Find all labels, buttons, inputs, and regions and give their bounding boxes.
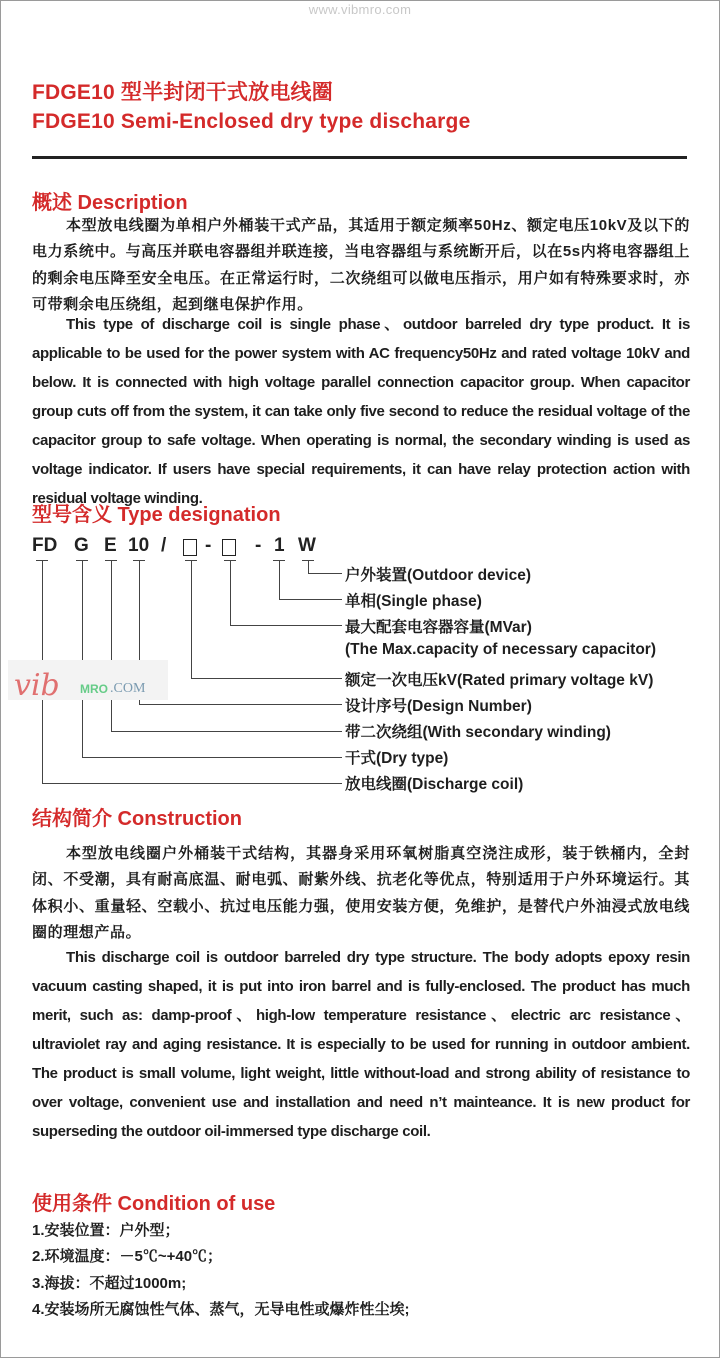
label-single-phase: 单相(Single phase) [345, 593, 482, 610]
leader-box-2 [230, 560, 231, 625]
construction-text-en: This discharge coil is outdoor barreled dry type structure. The body adopts epoxy resin vacuum casting shaped, it is put into iron barrel and is fully-enclosed. The product has much merit, such as: damp-proof、high-low temperature resistance、electric arc resistance、ultraviolet ray and aging resistance. It is especially to be used for running in outdoor ambient. The product is small volume, light weight, little without-load and strong ability of resistance to over voltage, convenient use and installation and need n’t mainteance. It is new product for superseding the outdoor oil-immersed type discharge coil. [32, 949, 690, 1140]
conditions-heading: 使用条件 Condition of use [32, 1193, 276, 1215]
leader-h [42, 783, 342, 784]
label-outdoor-device: 户外装置(Outdoor device) [345, 567, 532, 584]
code-box-capacity [183, 539, 197, 561]
label-capacity-en: (The Max.capacity of necessary capacitor) [345, 641, 656, 658]
condition-item: 2.环境温度：－5℃~+40℃； [32, 1248, 223, 1265]
leader-h [111, 731, 342, 732]
code-w: W [298, 535, 316, 556]
code-1: 1 [274, 535, 285, 556]
construction-text-zh: 本型放电线圈户外桶装干式结构，其器身采用环氧树脂真空浇注成形，装于铁桶内，全封闭、不受潮，具有耐高底温、耐电弧、耐紫外线、抗老化等优点，特别适用于户外环境运行。其体积小、重量轻、空载小、抗过电压能力强，使用安装方便，免维护，是替代户外油浸式放电线圈的理想产品。 [32, 845, 690, 941]
description-text-en: This type of discharge coil is single phase、outdoor barreled dry type product. It is applicable to be used for the power system with AC frequency50Hz and rated voltage 10kV and below. It is connected with high voltage parallel connection capacitor group. When capacitor group cuts off from the system, it can take only five second to reduce the residual voltage of the capacitor group to safe voltage. When operating is normal, the secondary winding is used as voltage indicator. If users have special requirements, it can have relay protection action with residual voltage winding. [32, 316, 690, 507]
code-dash-2: - [255, 535, 262, 556]
watermark-url: www.vibmro.com [308, 2, 412, 17]
code-e: E [104, 535, 117, 556]
leader-e [111, 560, 112, 731]
code-10: 10 [128, 535, 150, 556]
logo-script: vib [14, 668, 60, 703]
leader-h [230, 625, 342, 626]
type-designation-heading: 型号含义 Type designation [32, 504, 281, 526]
leader-h [191, 678, 342, 679]
code-slash: / [161, 535, 167, 556]
leader-1 [279, 560, 280, 599]
label-dry-type: 干式(Dry type) [345, 750, 449, 767]
title-english: FDGE10 Semi-Enclosed dry type discharge [32, 110, 471, 133]
code-g: G [74, 535, 89, 556]
leader-h [82, 757, 342, 758]
leader-box-1 [191, 560, 192, 678]
label-capacity: 最大配套电容器容量(MVar) [345, 619, 532, 636]
title-chinese: FDGE10 型半封闭干式放电线圈 [32, 81, 333, 104]
condition-item: 4.安装场所无腐蚀性气体、蒸气，无导电性或爆炸性尘埃; [32, 1301, 410, 1318]
title-divider [32, 156, 687, 159]
leader-h [139, 704, 342, 705]
label-rated-voltage: 额定一次电压kV(Rated primary voltage kV) [345, 672, 654, 689]
logo-com: .COM [110, 681, 146, 696]
label-secondary-winding: 带二次绕组(With secondary winding) [345, 724, 611, 741]
vibmro-logo-watermark [8, 660, 168, 703]
leader-h [279, 599, 342, 600]
code-box-voltage [222, 539, 236, 561]
code-dash-1: - [205, 535, 212, 556]
construction-heading: 结构简介 Construction [32, 808, 242, 830]
leader-h [308, 573, 342, 574]
description-text-zh: 本型放电线圈为单相户外桶装干式产品，其适用于额定频率50Hz、额定电压10kV及以下的电力系统中。与高压并联电容器组并联连接，当电容器组与系统断开后，以在5s内将电容器组上的剩余电压降至安全电压。在正常运行时，二次绕组可以做电压指示，用户如有特殊要求时，亦可带剩余电压绕组，起到继电保护作用。 [32, 217, 690, 313]
label-discharge-coil: 放电线圈(Discharge coil) [345, 776, 524, 793]
leader-w [308, 560, 309, 573]
label-design-number: 设计序号(Design Number) [345, 698, 532, 715]
condition-item: 1.安装位置：户外型； [32, 1222, 180, 1239]
logo-mro: MRO [80, 682, 108, 696]
code-fd: FD [32, 535, 58, 556]
description-heading: 概述 Description [32, 192, 188, 214]
condition-item: 3.海拔：不超过1000m; [32, 1275, 187, 1292]
leader-g [82, 560, 83, 757]
